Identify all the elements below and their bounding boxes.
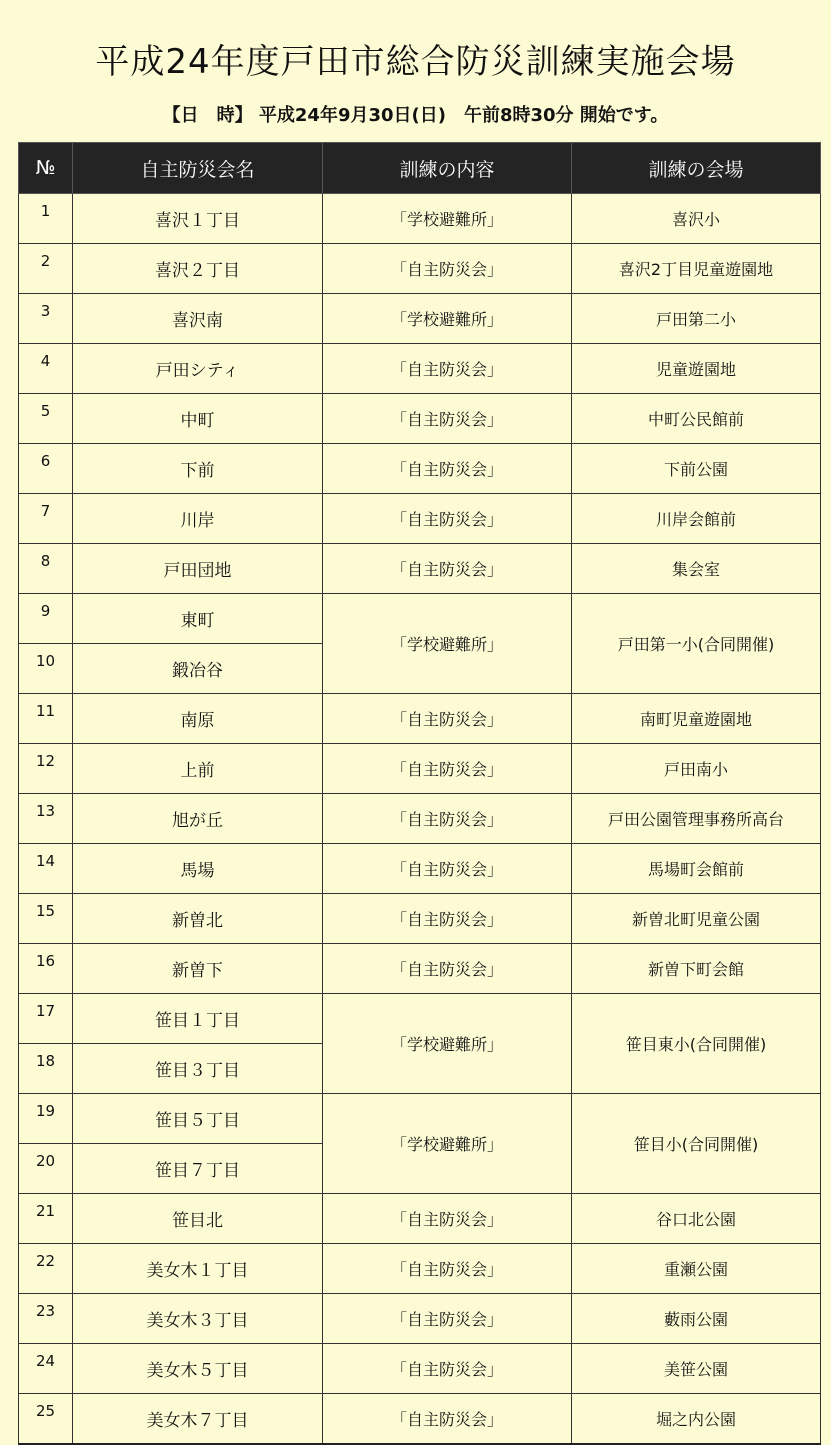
group-name: 新曽下 bbox=[73, 944, 323, 994]
group-name: 美女木１丁目 bbox=[73, 1244, 323, 1294]
row-number: 2 bbox=[19, 244, 73, 294]
table-row bbox=[19, 494, 821, 544]
training-content: 「自主防災会」 bbox=[323, 494, 572, 544]
page-title: 平成24年度戸田市総合防災訓練実施会場 bbox=[95, 42, 736, 82]
table-row bbox=[19, 294, 821, 344]
training-content: 「自主防災会」 bbox=[323, 744, 572, 794]
training-venue: 谷口北公園 bbox=[572, 1194, 821, 1244]
row-number: 20 bbox=[19, 1144, 73, 1194]
group-name: 南原 bbox=[73, 694, 323, 744]
training-venue: 戸田南小 bbox=[572, 744, 821, 794]
table-row bbox=[19, 1244, 821, 1294]
table-row bbox=[19, 944, 821, 994]
row-number: 1 bbox=[19, 194, 73, 244]
row-number: 5 bbox=[19, 394, 73, 444]
training-venue: 堀之内公園 bbox=[572, 1394, 821, 1445]
group-name: 中町 bbox=[73, 394, 323, 444]
table-row bbox=[19, 894, 821, 944]
group-name: 笹目５丁目 bbox=[73, 1094, 323, 1144]
table-row bbox=[19, 1294, 821, 1344]
training-content: 「自主防災会」 bbox=[323, 394, 572, 444]
training-venue: 戸田第二小 bbox=[572, 294, 821, 344]
group-name: 美女木７丁目 bbox=[73, 1394, 323, 1445]
training-venue: 笹目小(合同開催) bbox=[572, 1094, 821, 1194]
group-name: 美女木３丁目 bbox=[73, 1294, 323, 1344]
training-content: 「自主防災会」 bbox=[323, 1244, 572, 1294]
training-venue: 馬場町会館前 bbox=[572, 844, 821, 894]
row-number: 4 bbox=[19, 344, 73, 394]
training-venue: 川岸会館前 bbox=[572, 494, 821, 544]
row-number: 6 bbox=[19, 444, 73, 494]
row-number: 17 bbox=[19, 994, 73, 1044]
training-content: 「自主防災会」 bbox=[323, 1394, 572, 1445]
group-name: 戸田団地 bbox=[73, 544, 323, 594]
training-content: 「自主防災会」 bbox=[323, 1294, 572, 1344]
table-row bbox=[19, 444, 821, 494]
header-venue: 訓練の会場 bbox=[572, 143, 821, 194]
group-name: 新曽北 bbox=[73, 894, 323, 944]
training-venue: 戸田公園管理事務所高台 bbox=[572, 794, 821, 844]
row-number: 16 bbox=[19, 944, 73, 994]
training-venue: 南町児童遊園地 bbox=[572, 694, 821, 744]
training-venue: 下前公園 bbox=[572, 444, 821, 494]
group-name: 馬場 bbox=[73, 844, 323, 894]
training-venue: 重瀬公園 bbox=[572, 1244, 821, 1294]
training-venue: 喜沢小 bbox=[572, 194, 821, 244]
group-name: 下前 bbox=[73, 444, 323, 494]
training-content: 「学校避難所」 bbox=[323, 294, 572, 344]
training-content: 「学校避難所」 bbox=[323, 994, 572, 1094]
group-name: 美女木５丁目 bbox=[73, 1344, 323, 1394]
event-datetime: 【日 時】 平成24年9月30日(日) 午前8時30分 開始です。 bbox=[162, 105, 669, 126]
training-content: 「学校避難所」 bbox=[323, 194, 572, 244]
training-content: 「自主防災会」 bbox=[323, 344, 572, 394]
row-number: 3 bbox=[19, 294, 73, 344]
group-name: 喜沢２丁目 bbox=[73, 244, 323, 294]
table-row bbox=[19, 1394, 821, 1445]
row-number: 12 bbox=[19, 744, 73, 794]
header-no: № bbox=[19, 143, 73, 194]
training-content: 「自主防災会」 bbox=[323, 444, 572, 494]
row-number: 7 bbox=[19, 494, 73, 544]
row-number: 18 bbox=[19, 1044, 73, 1094]
table-row bbox=[19, 544, 821, 594]
table-row bbox=[19, 744, 821, 794]
table-row bbox=[19, 1194, 821, 1244]
training-venue: 美笹公園 bbox=[572, 1344, 821, 1394]
table-row bbox=[19, 594, 821, 644]
table-row bbox=[19, 1094, 821, 1144]
row-number: 8 bbox=[19, 544, 73, 594]
training-content: 「自主防災会」 bbox=[323, 1194, 572, 1244]
training-venue: 喜沢2丁目児童遊園地 bbox=[572, 244, 821, 294]
training-venue: 藪雨公園 bbox=[572, 1294, 821, 1344]
row-number: 25 bbox=[19, 1394, 73, 1445]
table-row bbox=[19, 344, 821, 394]
training-content: 「自主防災会」 bbox=[323, 544, 572, 594]
group-name: 旭が丘 bbox=[73, 794, 323, 844]
header-name: 自主防災会名 bbox=[73, 143, 323, 194]
table-row bbox=[19, 994, 821, 1044]
table-row bbox=[19, 194, 821, 244]
group-name: 笹目北 bbox=[73, 1194, 323, 1244]
group-name: 戸田シティ bbox=[73, 344, 323, 394]
table-row bbox=[19, 694, 821, 744]
row-number: 11 bbox=[19, 694, 73, 744]
training-venue: 戸田第一小(合同開催) bbox=[572, 594, 821, 694]
row-number: 14 bbox=[19, 844, 73, 894]
group-name: 喜沢南 bbox=[73, 294, 323, 344]
training-venue: 新曽北町児童公園 bbox=[572, 894, 821, 944]
training-content: 「学校避難所」 bbox=[323, 594, 572, 694]
training-venue: 集会室 bbox=[572, 544, 821, 594]
training-content: 「自主防災会」 bbox=[323, 944, 572, 994]
row-number: 19 bbox=[19, 1094, 73, 1144]
row-number: 23 bbox=[19, 1294, 73, 1344]
row-number: 9 bbox=[19, 594, 73, 644]
table-row bbox=[19, 244, 821, 294]
table-row bbox=[19, 394, 821, 444]
header-content: 訓練の内容 bbox=[323, 143, 572, 194]
table-row bbox=[19, 844, 821, 894]
training-content: 「自主防災会」 bbox=[323, 244, 572, 294]
group-name: 川岸 bbox=[73, 494, 323, 544]
group-name: 鍛冶谷 bbox=[73, 644, 323, 694]
table-row bbox=[19, 794, 821, 844]
training-content: 「自主防災会」 bbox=[323, 794, 572, 844]
group-name: 喜沢１丁目 bbox=[73, 194, 323, 244]
row-number: 24 bbox=[19, 1344, 73, 1394]
row-number: 13 bbox=[19, 794, 73, 844]
table-row bbox=[19, 1344, 821, 1394]
row-number: 10 bbox=[19, 644, 73, 694]
row-number: 15 bbox=[19, 894, 73, 944]
training-venue: 児童遊園地 bbox=[572, 344, 821, 394]
venue-table bbox=[18, 142, 821, 1445]
training-content: 「自主防災会」 bbox=[323, 894, 572, 944]
row-number: 22 bbox=[19, 1244, 73, 1294]
training-content: 「自主防災会」 bbox=[323, 844, 572, 894]
training-content: 「学校避難所」 bbox=[323, 1094, 572, 1194]
training-content: 「自主防災会」 bbox=[323, 1344, 572, 1394]
training-venue: 笹目東小(合同開催) bbox=[572, 994, 821, 1094]
row-number: 21 bbox=[19, 1194, 73, 1244]
training-venue: 新曽下町会館 bbox=[572, 944, 821, 994]
table-header-row bbox=[19, 143, 821, 194]
group-name: 笹目１丁目 bbox=[73, 994, 323, 1044]
group-name: 笹目３丁目 bbox=[73, 1044, 323, 1094]
group-name: 東町 bbox=[73, 594, 323, 644]
group-name: 笹目７丁目 bbox=[73, 1144, 323, 1194]
training-content: 「自主防災会」 bbox=[323, 694, 572, 744]
group-name: 上前 bbox=[73, 744, 323, 794]
training-venue: 中町公民館前 bbox=[572, 394, 821, 444]
